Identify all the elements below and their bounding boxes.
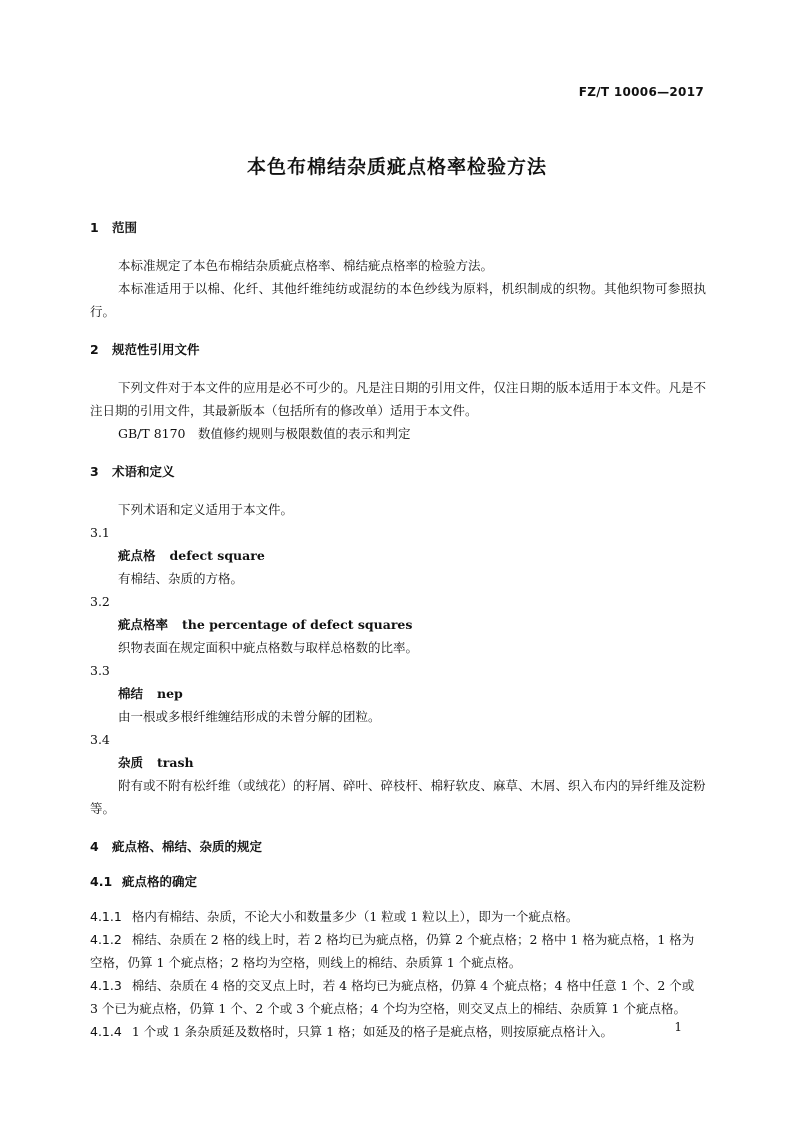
terms-intro: 下列术语和定义适用于本文件。 <box>118 502 294 517</box>
references-paragraph: 下列文件对于本文件的应用是必不可少的。凡是注日期的引用文件，仅注日期的版本适用于本文件。凡是不注日期的引用文件，其最新版本（包括所有的修改单）适用于本文件。 <box>90 380 706 418</box>
section-number: 2 <box>90 342 99 357</box>
clause-text: 格内有棉结、杂质，不论大小和数量多少（1 粒或 1 粒以上），即为一个疵点格。 <box>131 909 579 924</box>
term-en: nep <box>157 686 183 701</box>
clause-text: 棉结、杂质在 4 格的交叉点上时，若 4 格均已为疵点格，仍算 4 个疵点格；4 格中任意 1 个、2 个或 3 个已为疵点格，仍算 1 个、2 个或 3 个疵点格；4 个均为空格，则交叉点上的棉结、杂质算 1 个疵点格。 <box>90 978 695 1016</box>
clause-number: 4.1.1 <box>90 909 122 924</box>
section-heading-1 <box>90 216 706 239</box>
subsection-heading-4-1 <box>90 870 706 893</box>
document-title: 本色布棉结杂质疵点格率检验方法 <box>246 156 547 178</box>
term-definition: 由一根或多根纤维缠结形成的未曾分解的团粒。 <box>118 709 381 724</box>
term-cn: 杂质 <box>118 755 144 770</box>
term-number: 3.3 <box>90 663 110 678</box>
clause-number: 4.1.3 <box>90 978 122 993</box>
term-definition: 附有或不附有松纤维（或绒花）的籽屑、碎叶、碎枝杆、棉籽软皮、麻草、木屑、织入布内的异纤维及淀粉等。 <box>90 778 706 816</box>
clause-4-1-2 <box>90 928 706 974</box>
term-number: 3.1 <box>90 525 110 540</box>
term-entry <box>90 590 706 659</box>
term-entry <box>90 521 706 590</box>
clause-4-1-4 <box>90 1020 706 1043</box>
term-cn: 棉结 <box>118 686 144 701</box>
standard-code: FZ/T 10006—2017 <box>578 85 704 99</box>
section-title: 规范性引用文件 <box>112 342 200 357</box>
term-name <box>90 613 706 636</box>
term-entry <box>90 659 706 728</box>
page-number: 1 <box>674 1020 682 1034</box>
clause-4-1-3 <box>90 974 706 1020</box>
document-body <box>90 216 706 1043</box>
section-title: 疵点格、棉结、杂质的规定 <box>112 839 263 854</box>
term-cn: 疵点格 <box>118 548 156 563</box>
clause-4-1-1 <box>90 905 706 928</box>
reference-item: GB/T 8170 数值修约规则与极限数值的表示和判定 <box>118 426 411 441</box>
scope-paragraph-1: 本标准规定了本色布棉结杂质疵点格率、棉结疵点格率的检验方法。 <box>118 258 494 273</box>
scope-paragraph-2: 本标准适用于以棉、化纤、其他纤维纯纺或混纺的本色纱线为原料，机织制成的织物。其他织物可参照执行。 <box>90 281 706 319</box>
subsection-number: 4.1 <box>90 874 113 889</box>
term-en: trash <box>157 755 194 770</box>
section-heading-3 <box>90 460 706 483</box>
term-entry <box>90 728 706 820</box>
term-en: defect square <box>169 548 265 563</box>
term-definition: 有棉结、杂质的方格。 <box>118 571 244 586</box>
clause-text: 棉结、杂质在 2 格的线上时，若 2 格均已为疵点格，仍算 2 个疵点格；2 格中 1 格为疵点格，1 格为空格，仍算 1 个疵点格；2 格均为空格，则线上的棉结、杂质算 1 个疵点格。 <box>90 932 695 970</box>
section-title: 范围 <box>112 220 138 235</box>
term-name <box>90 682 706 705</box>
term-name <box>90 751 706 774</box>
clause-number: 4.1.4 <box>90 1024 122 1039</box>
term-name <box>90 544 706 567</box>
term-en: the percentage of defect squares <box>182 617 413 632</box>
section-heading-4 <box>90 835 706 858</box>
section-number: 4 <box>90 839 99 854</box>
term-cn: 疵点格率 <box>118 617 169 632</box>
term-number: 3.2 <box>90 594 110 609</box>
section-heading-2 <box>90 338 706 361</box>
section-number: 3 <box>90 464 99 479</box>
term-definition: 织物表面在规定面积中疵点格数与取样总格数的比率。 <box>118 640 419 655</box>
term-number: 3.4 <box>90 732 110 747</box>
subsection-title: 疵点格的确定 <box>122 874 198 889</box>
clause-number: 4.1.2 <box>90 932 122 947</box>
section-title: 术语和定义 <box>112 464 175 479</box>
clause-text: 1 个或 1 条杂质延及数格时，只算 1 格；如延及的格子是疵点格，则按原疵点格计入。 <box>131 1024 614 1039</box>
section-number: 1 <box>90 220 99 235</box>
